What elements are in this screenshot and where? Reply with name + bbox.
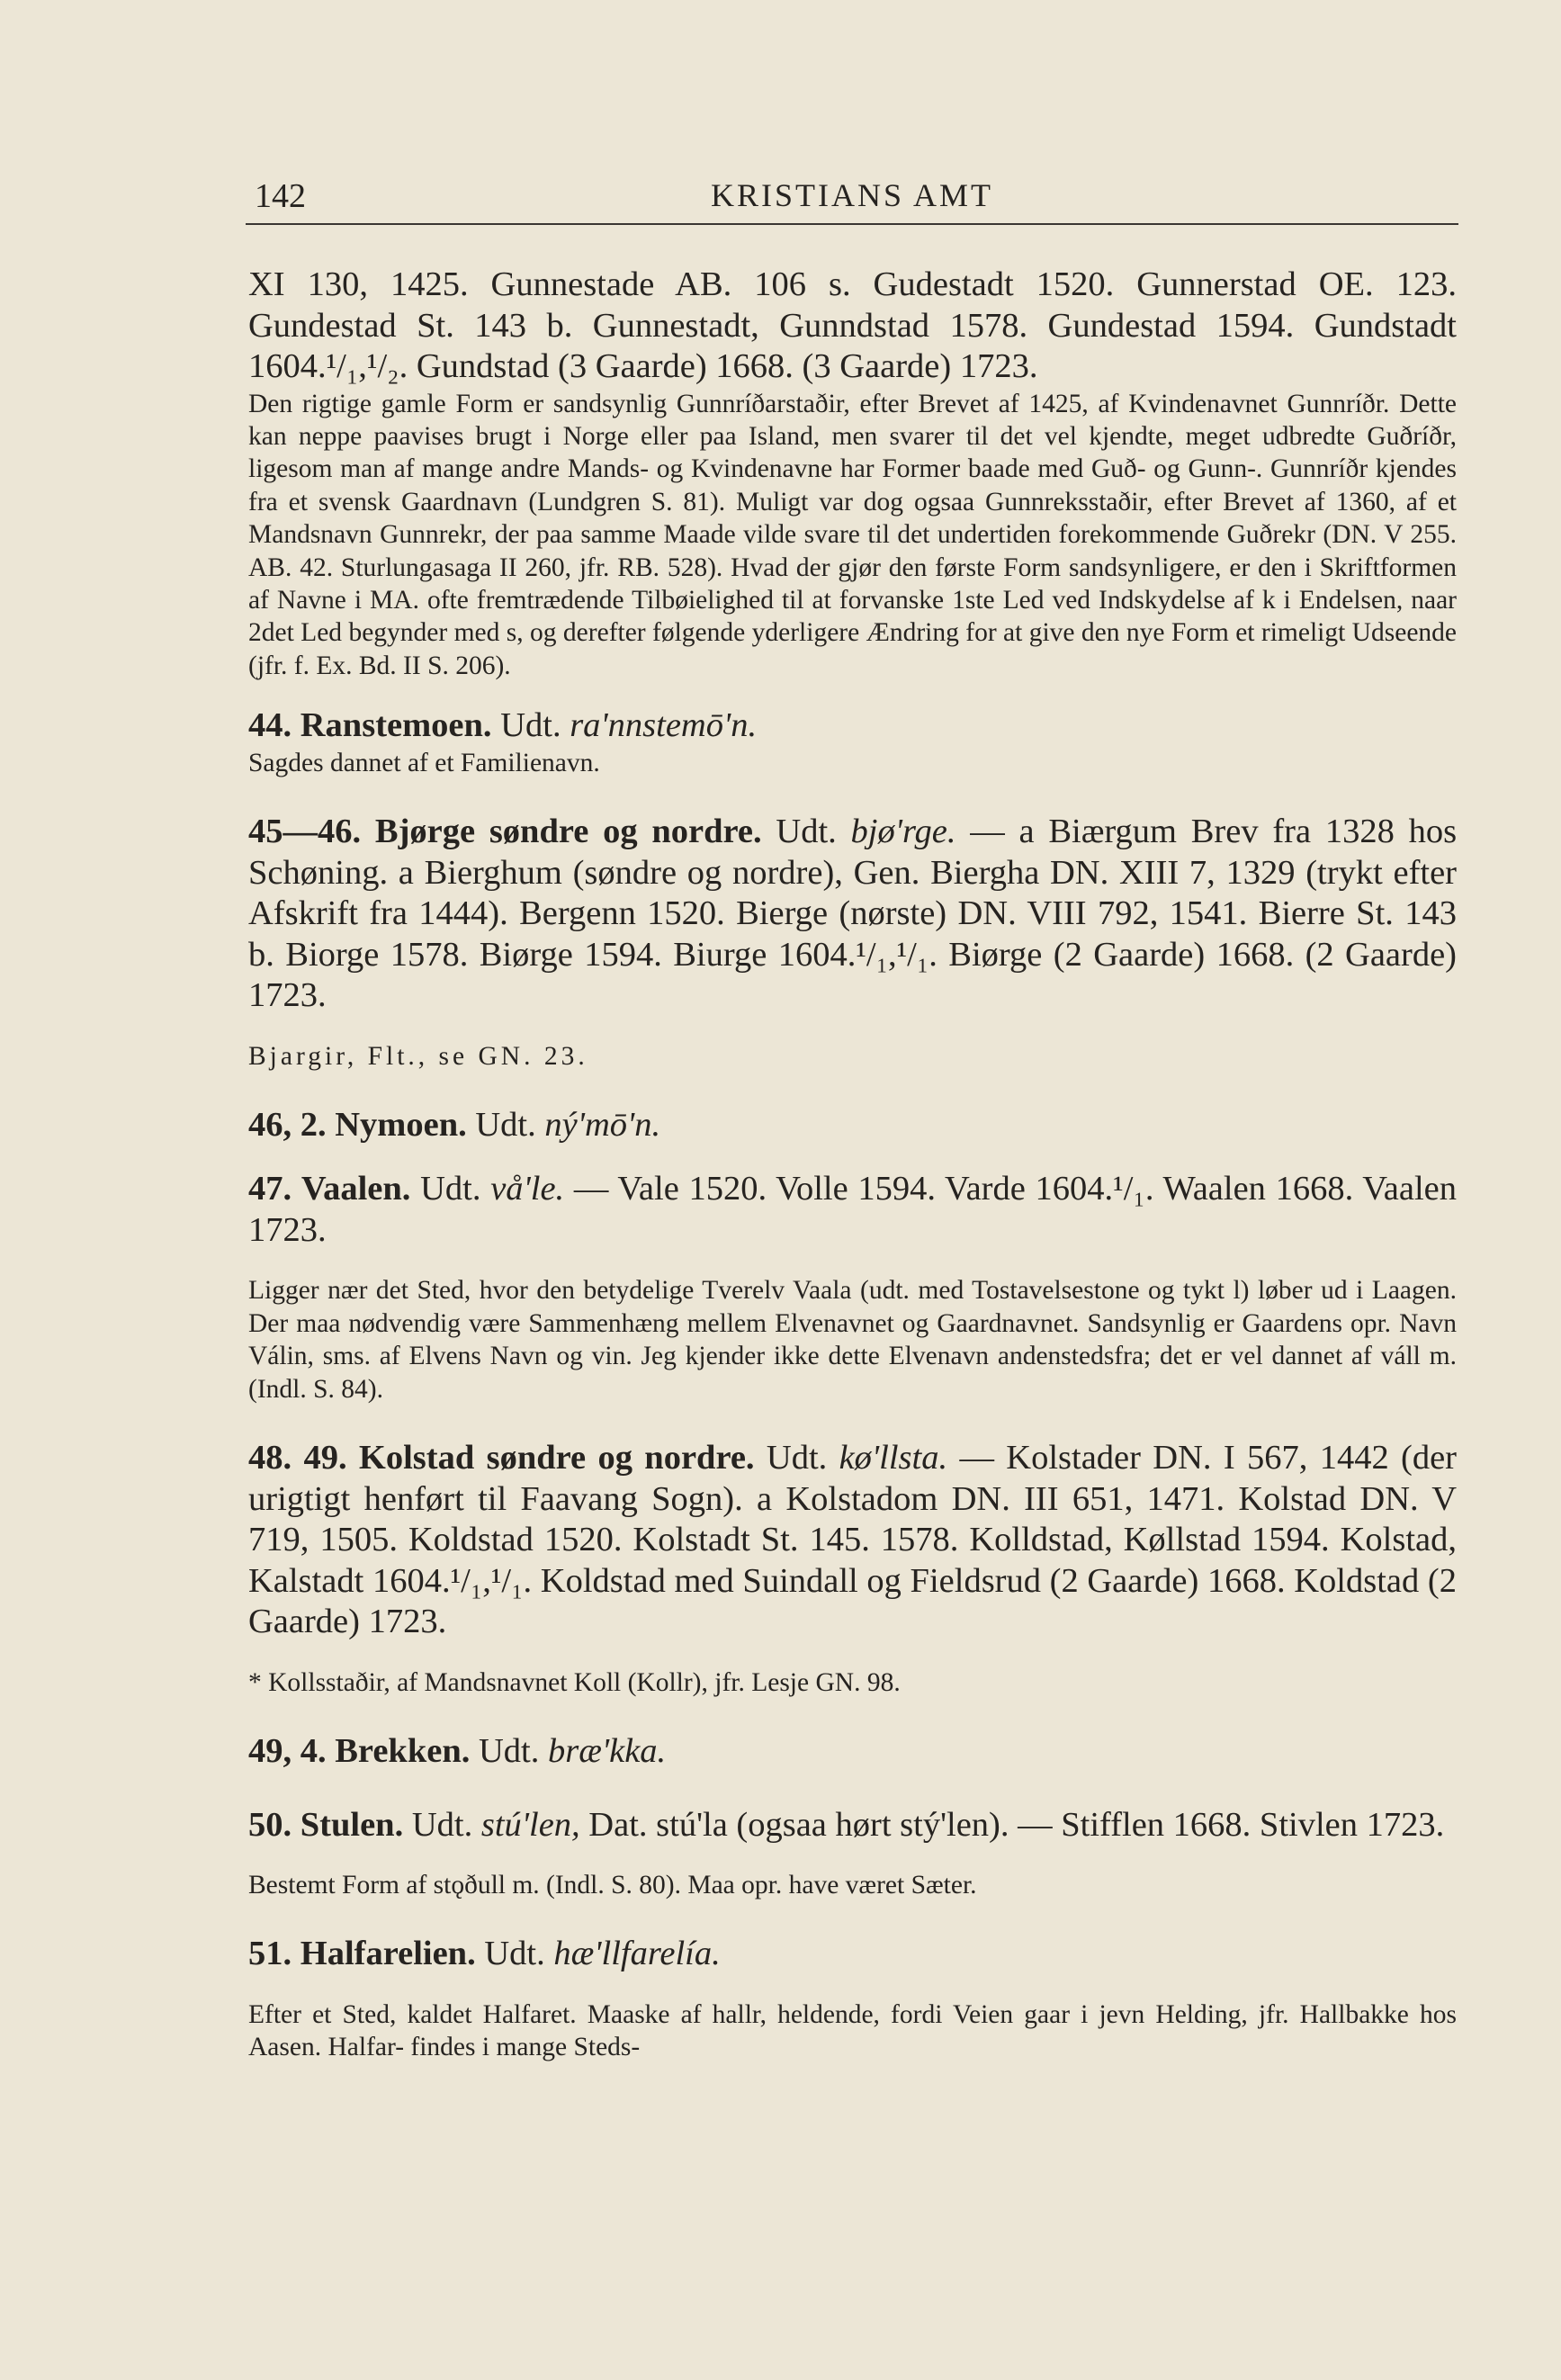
entry-number: 47.: [248, 1170, 292, 1208]
pronunciation: vå'le.: [490, 1170, 565, 1208]
farm-name: Kolstad søndre og nordre.: [358, 1439, 755, 1477]
entry-43-forms: XI 130, 1425. Gunnestade AB. 106 s. Gudestadt 1520. Gunnerstad OE. 123. Gundestad St. 143 b. Gunnestadt, Gunndstad 1578. Gundestad 1594. Gundstadt 1604.¹/₁,¹/₂. Gundstad (3 Gaarde) 1668. (3 Gaarde) 1723.: [248, 265, 1457, 385]
entry-number: 45—46.: [248, 813, 362, 851]
farm-name: Bjørge søndre og nordre.: [374, 813, 762, 851]
entry-48-49-commentary: * Kollsstaðir, af Mandsnavnet Koll (Kollr), jfr. Lesje GN. 98.: [248, 1667, 901, 1697]
farm-name: Nymoen.: [335, 1105, 467, 1144]
farm-name: Stulen.: [300, 1805, 404, 1844]
pronunciation: hæ'llfarelía.: [553, 1935, 721, 1973]
header-rule: [246, 223, 1458, 225]
entry-44-commentary: Sagdes dannet af et Familienavn.: [248, 748, 600, 777]
historical-forms: — Vale 1520. Volle 1594. Varde 1604.¹/₁. Waalen 1668. Vaalen 1723.: [248, 1170, 1457, 1249]
entry-46-heading: [248, 1105, 1457, 1146]
entry-48-49: [248, 1438, 1457, 1643]
historical-forms: Dat. stú'la (ogsaa hørt stý'len). — Stifflen 1668. Stivlen 1723.: [588, 1805, 1445, 1844]
udt-label: Udt.: [420, 1170, 481, 1208]
page-number: 142: [255, 177, 306, 215]
udt-label: Udt.: [500, 706, 561, 745]
farm-name: Ranstemoen.: [300, 706, 492, 745]
entry-number: 51.: [248, 1935, 292, 1973]
udt-label: Udt.: [776, 813, 837, 851]
udt-label: Udt.: [475, 1105, 536, 1144]
entry-51-commentary: Efter et Sted, kaldet Halfaret. Maaske af hallr, heldende, fordi Veien gaar i jevn Helding, jfr. Hallbakke hos Aasen. Halfar- findes i mange Steds-: [248, 1999, 1457, 2062]
entry-51-heading: [248, 1934, 1457, 1975]
farm-name: Halfarelien.: [300, 1935, 476, 1973]
udt-label: Udt.: [484, 1935, 545, 1973]
pronunciation: ra'nnstemō'n.: [570, 706, 758, 745]
udt-label: Udt.: [766, 1439, 828, 1477]
historical-forms: — a Biærgum Brev fra 1328 hos Schøning. a Bierghum (søndre og nordre), Gen. Biergha DN. XIII 7, 1329 (trykt efter Afskrift fra 1444). Bergenn 1520. Bierge (nørste) DN. VIII 792, 1541. Bierre St. 143 b. Biorge 1578. Biørge 1594. Biurge 1604.¹/₁,¹/₁. Biørge (2 Gaarde) 1668. (2 Gaarde) 1723.: [248, 813, 1458, 1015]
entry-49-heading: [248, 1731, 1457, 1773]
historical-forms: — Kolstader DN. I 567, 1442 (der urigtigt henført til Faavang Sogn). a Kolstadom DN. III 651, 1471. Kolstad DN. V 719, 1505. Koldstad 1520. Kolstadt St. 145. 1578. Kolldstad, Køllstad 1594. Kolstad, Kalstadt 1604.¹/₁,¹/₁. Koldstad med Suindall og Fieldsrud (2 Gaarde) 1668. Koldstad (2 Gaarde) 1723.: [248, 1439, 1457, 1641]
pronunciation: stú'len,: [480, 1805, 580, 1844]
entry-50-commentary: Bestemt Form af stǫðull m. (Indl. S. 80). Maa opr. have været Sæter.: [248, 1871, 977, 1900]
entry-number: 50.: [248, 1805, 292, 1844]
udt-label: Udt.: [411, 1805, 473, 1844]
entry-45-46-commentary: Bjargir, Flt., se GN. 23.: [248, 1041, 588, 1071]
entry-47-commentary: Ligger nær det Sted, hvor den betydelige Tverelv Vaala (udt. med Tostavelsestone og tykt l) løber ud i Laagen. Der maa nødvendig være Sammenhæng mellem Elvenavnet og Gaardnavnet. Sandsynlig er Gaardens opr. Navn Válin, sms. af Elvens Navn og vin. Jeg kjender ikke dette Elvenavn andenstedsfra; det er vel dannet af váll m. (Indl. S. 84).: [248, 1276, 1457, 1404]
running-title: KRISTIANS AMT: [710, 177, 994, 213]
entry-45-46: [248, 812, 1457, 1017]
udt-label: Udt.: [478, 1732, 540, 1770]
entry-number: 49, 4.: [248, 1732, 327, 1770]
entry-number: 44.: [248, 706, 292, 745]
farm-name: Vaalen.: [301, 1170, 411, 1208]
entry-50: [248, 1805, 1457, 1846]
page-body: [248, 265, 1457, 2064]
entry-43-commentary: Den rigtige gamle Form er sandsynlig Gunnríðarstaðir, efter Brevet af 1425, af Kvindenavnet Gunnríðr. Dette kan neppe paavises brugt i Norge eller paa Island, men svarer til det vel kjendte, meget udbredte Guðríðr, ligesom man af mange andre Mands- og Kvindenavne har Former baade med Guð- og Gunn-. Gunnríðr kjendes fra et svensk Gaardnavn (Lundgren S. 81). Muligt var dog ogsaa Gunnreksstaðir, efter Brevet af 1360, af et Mandsnavn Gunnrekr, der paa samme Maade vilde svare til det undertiden forekommende Guðrekr (DN. V 255. AB. 42. Sturlungasaga II 260, jfr. RB. 528). Hvad der gjør den første Form sandsynligere, er den i Skriftformen af Navne i MA. ofte fremtrædende Tilbøielighed til at forvanske 1ste Led ved Indskydelse af k i Endelsen, naar 2det Led begynder med s, og derefter følgende yderligere Ændring for at give den nye Form et rimeligt Udseende (jfr. f. Ex. Bd. II S. 206).: [248, 389, 1457, 680]
entry-47: [248, 1169, 1457, 1251]
pronunciation: bræ'kka.: [547, 1732, 667, 1770]
pronunciation: kø'llsta.: [839, 1439, 948, 1477]
page-header: [246, 176, 1458, 230]
entry-number: 48. 49.: [248, 1439, 347, 1477]
entry-number: 46, 2.: [248, 1105, 327, 1144]
farm-name: Brekken.: [335, 1732, 471, 1770]
pronunciation: ný'mō'n.: [544, 1105, 661, 1144]
pronunciation: bjø'rge.: [850, 813, 956, 851]
entry-44-heading: [248, 705, 1457, 747]
